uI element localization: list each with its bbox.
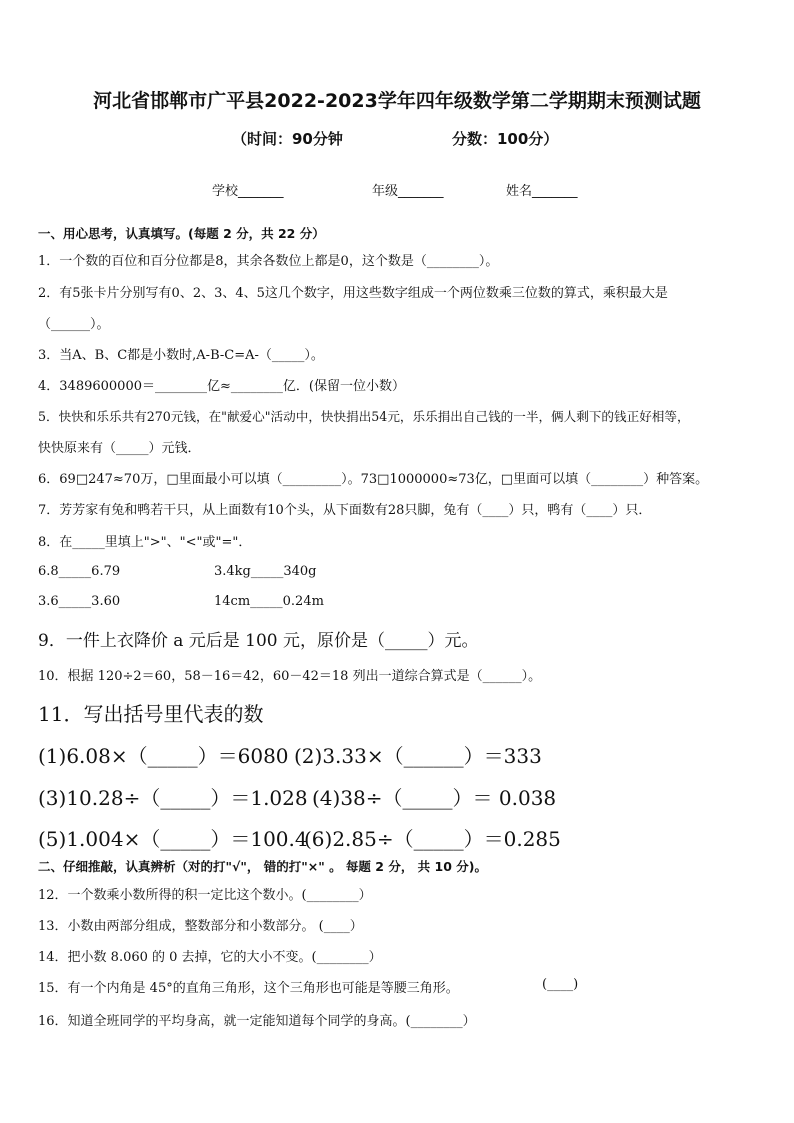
question-11-item: (3)10.28÷（_____）＝1.028 — [38, 786, 308, 810]
school-field[interactable]: 学校_______ — [212, 184, 284, 199]
question-11-item: (6)2.85÷（_____）＝0.285 — [304, 827, 561, 851]
question-1: 1．一个数的百位和百分位都是8，其余各数位上都是0，这个数是（________）。 — [38, 254, 499, 269]
question-3: 3．当A、B、C都是小数时,A-B-C=A-（_____）。 — [38, 348, 324, 363]
question-14: 14．把小数 8.060 的 0 去掉，它的大小不变。(________） — [38, 950, 382, 965]
question-5-line1: 5．快快和乐乐共有270元钱，在"献爱心"活动中，快快捐出54元，乐乐捐出自己钱的一半，俩人剩下的钱正好相等， — [38, 409, 690, 424]
question-11-item: (1)6.08×（_____）＝6080 — [38, 744, 289, 768]
question-13: 13．小数由两部分组成，整数部分和小数部分。 (____） — [38, 919, 363, 934]
section1-heading: 一、用心思考，认真填写。(每题 2 分，共 22 分） — [38, 226, 325, 241]
question-15: 15．有一个内角是 45°的直角三角形，这个三角形也可能是等腰三角形。 — [38, 981, 459, 996]
question-8-item: 3.6_____3.60 — [38, 594, 121, 609]
exam-score: 分数：100分） — [452, 130, 559, 148]
question-16: 16．知道全班同学的平均身高，就一定能知道每个同学的身高。(________） — [38, 1014, 476, 1029]
exam-title: 河北省邯郸市广平县2022-2023学年四年级数学第二学期期末预测试题 — [93, 90, 701, 112]
question-6: 6．69□247≈70万，□里面最小可以填（_________）。73□1000000≈73亿，□里面可以填（________）种答案。 — [38, 472, 709, 487]
question-11: 11．写出括号里代表的数 — [38, 702, 264, 726]
question-9: 9．一件上衣降价 a 元后是 100 元，原价是（_____）元。 — [38, 631, 479, 651]
question-12: 12．一个数乘小数所得的积一定比这个数小。(________） — [38, 888, 372, 903]
grade-field[interactable]: 年级_______ — [372, 184, 444, 199]
exam-time: （时间：90分钟 — [232, 130, 343, 148]
section2-heading: 二、仔细推敲，认真辨析（对的打"√"， 错的打"×" 。 每题 2 分， 共 10 分)。 — [38, 859, 487, 874]
question-8-item: 14cm_____0.24m — [214, 594, 324, 609]
question-8: 8．在_____里填上">"、"<"或"="． — [38, 535, 252, 550]
question-8-item: 3.4kg_____340g — [214, 564, 317, 579]
question-4: 4．3489600000＝________亿≈________亿．(保留一位小数） — [38, 379, 405, 394]
question-11-item: (4)38÷（_____）＝ 0.038 — [312, 786, 557, 810]
question-5-line2: 快快原来有（_____）元钱． — [38, 441, 201, 456]
question-7: 7．芳芳家有兔和鸭若干只，从上面数有10个头，从下面数有28只脚，兔有（____）只，鸭有（____）只． — [38, 503, 652, 518]
question-2-line2: （______）。 — [38, 317, 110, 332]
question-2-line1: 2．有5张卡片分别写有0、2、3、4、5这几个数字，用这些数字组成一个两位数乘三位数的算式，乘积最大是 — [38, 286, 668, 301]
question-11-item: (2)3.33×（______）＝333 — [294, 744, 542, 768]
question-10: 10．根据 120÷2＝60，58－16＝42，60－42＝18 列出一道综合算式是（______）。 — [38, 669, 542, 684]
name-field[interactable]: 姓名_______ — [506, 184, 578, 199]
question-15-blank: (____) — [542, 977, 579, 992]
question-8-item: 6.8_____6.79 — [38, 564, 121, 579]
question-11-item: (5)1.004×（_____）＝100.4 — [38, 827, 308, 851]
